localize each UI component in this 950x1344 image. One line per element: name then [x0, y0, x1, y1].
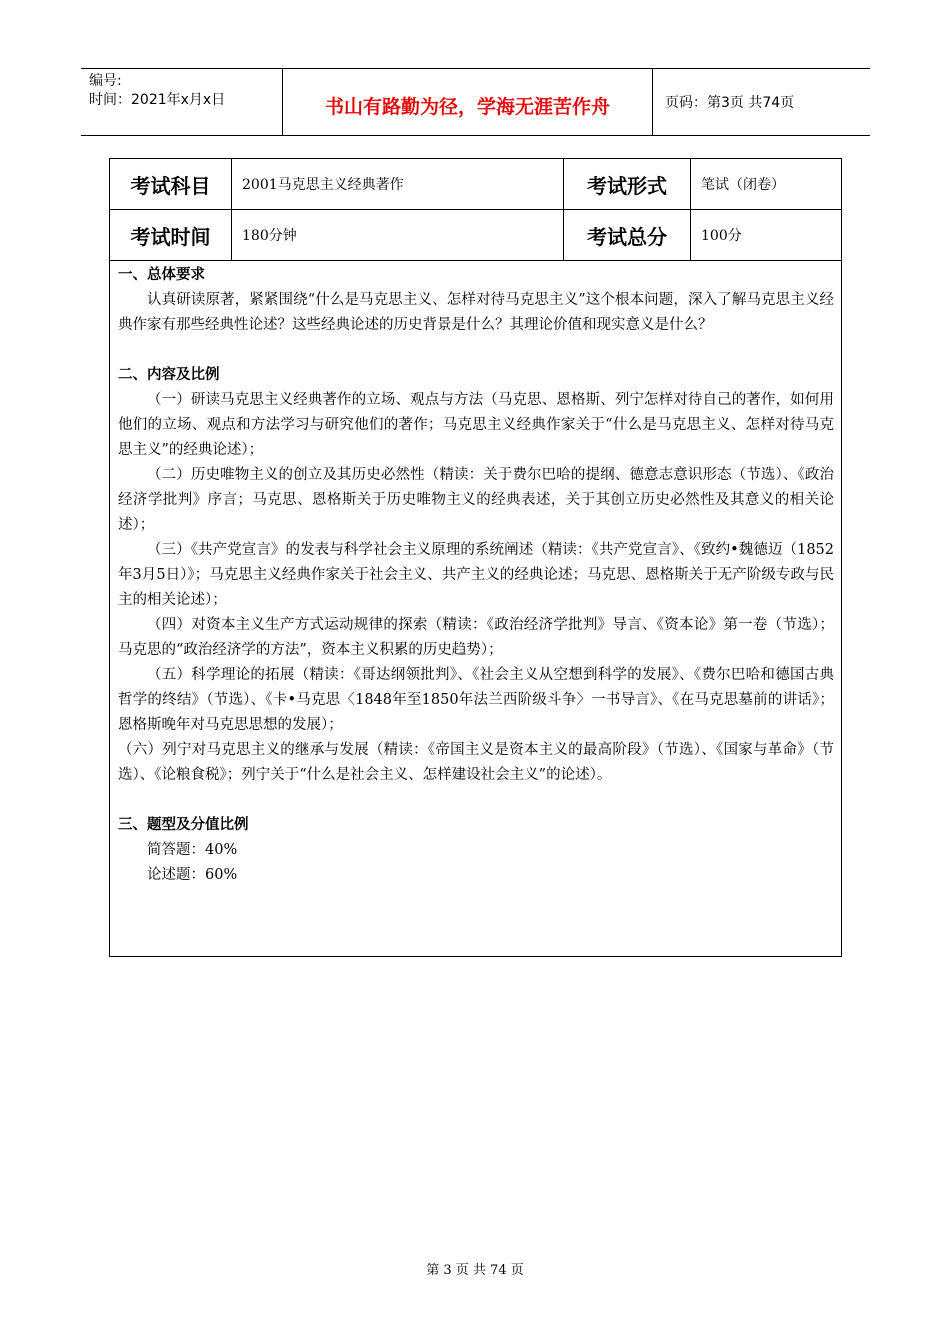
exam-time-label: 考试时间 [130, 224, 211, 249]
subject-value: 2001马克思主义经典著作 [242, 177, 404, 193]
exam-info-table [109, 158, 842, 957]
exam-form-value: 笔试（闭卷） [701, 177, 785, 193]
question-type-essay: 论述题：60% [147, 867, 238, 883]
exam-time-value: 180分钟 [242, 228, 297, 244]
total-score-value: 100分 [701, 228, 742, 244]
content-item-5: （五）科学理论的拓展（精读：《哥达纲领批判》、《社会主义从空想到科学的发展》、《费尔巴哈和德国古典哲学的终结》（节选）、《卡•马克思〈1848年至1850年法兰西阶级斗争〉一书导言》、《在马克思墓前的讲话》；恩格斯晚年对马克思思想的发展）； [118, 667, 834, 733]
header-meta-cell [81, 69, 283, 135]
section-title-question-types: 三、题型及分值比例 [118, 817, 249, 833]
general-requirements-paragraph: 认真研读原著，紧紧围绕“什么是马克思主义、怎样对待马克思主义”这个根本问题，深入了解马克思主义经典作家有那些经典性论述？这些经典论述的历史背景是什么？其理论价值和现实意义是什么？ [118, 292, 834, 333]
question-type-short-answer: 简答题：40% [147, 842, 238, 858]
date-line: 时间：2021年x月x日 [89, 92, 226, 108]
serial-label: 编号: [89, 73, 122, 89]
exam-requirements-body [118, 263, 834, 888]
section-title-content: 二、内容及比例 [118, 367, 220, 383]
content-item-2: （二）历史唯物主义的创立及其历史必然性（精读：关于费尔巴哈的提纲、德意志意识形态（节选）、《政治经济学批判》序言；马克思、恩格斯关于历史唯物主义的经典表述，关于其创立历史必然性及其意义的相关论述）； [118, 467, 834, 533]
page-footer: 第 3 页 共 74 页 [426, 1263, 524, 1278]
content-item-3: （三）《共产党宣言》的发表与科学社会主义原理的系统阐述（精读：《共产党宣言》、《致约•魏德迈（1852年3月5日）》；马克思主义经典作家关于社会主义、共产主义的经典论述；马克思、恩格斯关于无产阶级专政与民主的相关论述）； [118, 542, 834, 608]
content-item-4: （四）对资本主义生产方式运动规律的探索（精读：《政治经济学批判》导言、《资本论》第一卷（节选）；马克思的“政治经济学的方法”，资本主义积累的历史趋势）； [118, 617, 834, 658]
spacer [118, 338, 834, 363]
total-score-label: 考试总分 [587, 224, 667, 249]
spacer [118, 788, 834, 813]
header-motto: 书山有路勤为径，学海无涯苦作舟 [283, 69, 653, 135]
exam-form-label: 考试形式 [587, 173, 667, 198]
page-header [81, 68, 870, 136]
subject-label: 考试科目 [130, 173, 211, 198]
row-divider [110, 260, 841, 261]
content-item-1: （一）研读马克思主义经典著作的立场、观点与方法（马克思、恩格斯、列宁怎样对待自己的著作，如何用他们的立场、观点和方法学习与研究他们的著作；马克思主义经典作家关于“什么是马克思主义、怎样对待马克思主义”的经典论述）； [118, 392, 834, 458]
content-item-6: （六）列宁对马克思主义的继承与发展（精读：《帝国主义是资本主义的最高阶段》（节选）、《国家与革命》（节选）、《论粮食税》；列宁关于“什么是社会主义、怎样建设社会主义”的论述）。 [118, 742, 834, 783]
section-title-general: 一、总体要求 [118, 267, 205, 283]
header-page-info: 页码：第3页 共74页 [665, 95, 795, 111]
